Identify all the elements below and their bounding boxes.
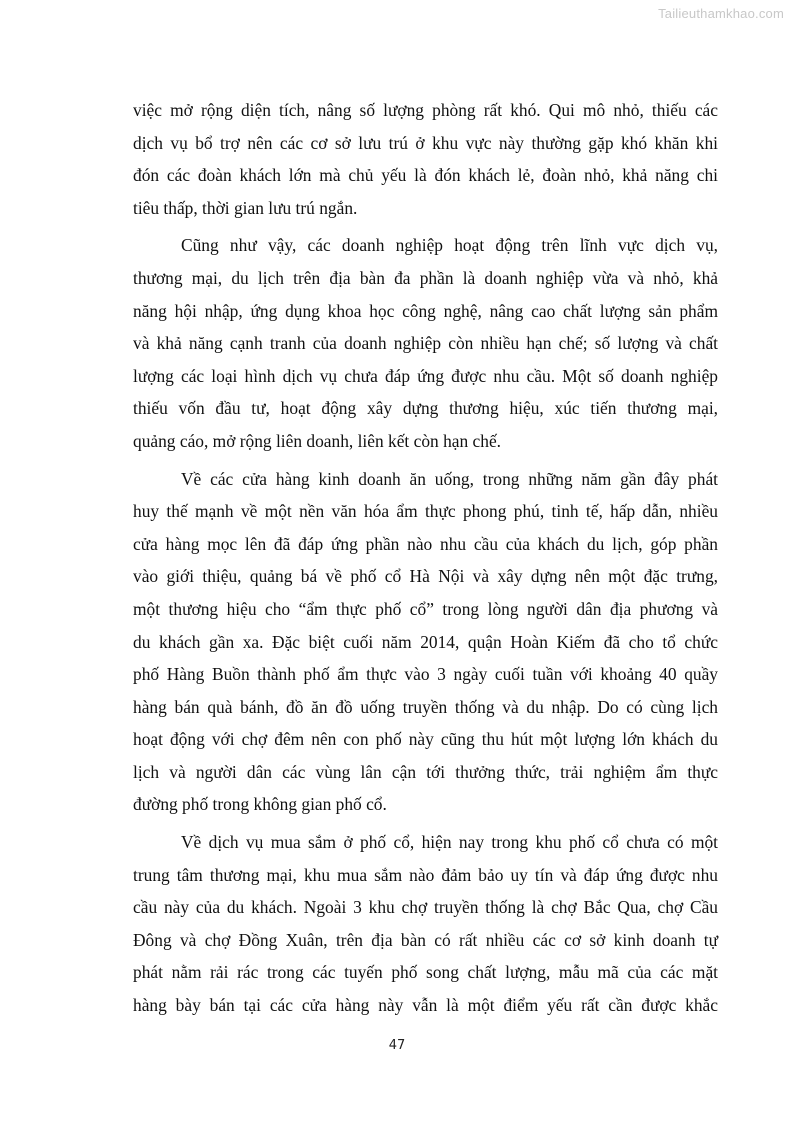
text-line: và khả năng cạnh tranh của doanh nghiệp còn nhiều hạn chế; số lượng và chất [133, 333, 718, 354]
text-line: hoạt động với chợ đêm nên con phố này cũng thu hút một lượng lớn khách du [133, 729, 718, 750]
text-line: thương mại, du lịch trên địa bàn đa phần là doanh nghiệp vừa và nhỏ, khả [133, 267, 718, 288]
watermark: Tailieuthamkhao.com [658, 6, 784, 21]
text-line: đường phố trong không gian phố cổ. [133, 794, 387, 815]
page-number: 47 [388, 1038, 406, 1053]
text-line: Về dịch vụ mua sắm ở phố cổ, hiện nay trong khu phố cổ chưa có một [181, 832, 718, 853]
text-line: Cũng như vậy, các doanh nghiệp hoạt động trên lĩnh vực dịch vụ, [181, 235, 718, 256]
text-line: hàng bày bán tại các cửa hàng này vẫn là một điểm yếu rất cần được khắc [133, 995, 718, 1016]
text-line: một thương hiệu cho “ẩm thực phố cổ” trong lòng người dân địa phương và [133, 598, 718, 619]
paragraph [133, 463, 718, 822]
text-line: huy thế mạnh về một nền văn hóa ẩm thực phong phú, tinh tế, hấp dẫn, nhiều [133, 501, 718, 522]
text-line: việc mở rộng diện tích, nâng số lượng phòng rất khó. Qui mô nhỏ, thiếu các [133, 100, 718, 120]
text-line: dịch vụ bổ trợ nên các cơ sở lưu trú ở khu vực này thường gặp khó khăn khi [133, 132, 718, 153]
text-line: du khách gần xa. Đặc biệt cuối năm 2014, quận Hoàn Kiếm đã cho tổ chức [133, 631, 718, 652]
text-line: đón các đoàn khách lớn mà chủ yếu là đón khách lẻ, đoàn nhỏ, khả năng chi [133, 165, 718, 186]
text-line: trung tâm thương mại, khu mua sắm nào đảm bảo uy tín và đáp ứng được nhu [133, 864, 718, 885]
text-line: năng hội nhập, ứng dụng khoa học công nghệ, nâng cao chất lượng sản phẩm [133, 300, 718, 321]
text-line: lịch và người dân các vùng lân cận tới thưởng thức, trải nghiệm ẩm thực [133, 761, 718, 782]
text-line: cầu này của du khách. Ngoài 3 khu chợ truyền thống là chợ Bắc Qua, chợ Cầu [133, 897, 718, 918]
text-line: quảng cáo, mở rộng liên doanh, liên kết còn hạn chế. [133, 430, 502, 451]
page-body [133, 94, 718, 1022]
text-line: Về các cửa hàng kinh doanh ăn uống, trong những năm gần đây phát [181, 468, 718, 489]
text-line: phát nằm rải rác trong các tuyến phố song chất lượng, mẫu mã của các mặt [133, 962, 718, 983]
text-line: thiếu vốn đầu tư, hoạt động xây dựng thương hiệu, xúc tiến thương mại, [133, 398, 718, 419]
paragraph [133, 229, 718, 457]
text-line: hàng bán quà bánh, đồ ăn đồ uống truyền thống và du nhập. Do có cùng lịch [133, 696, 718, 717]
paragraph [133, 826, 718, 1022]
text-line: lượng các loại hình dịch vụ chưa đáp ứng được nhu cầu. Một số doanh nghiệp [133, 365, 718, 386]
paragraph [133, 94, 718, 224]
text-line: vào giới thiệu, quảng bá về phố cổ Hà Nội và xây dựng nên một đặc trưng, [133, 566, 718, 587]
text-line: Đông và chợ Đồng Xuân, trên địa bàn có rất nhiều các cơ sở kinh doanh tự [133, 929, 718, 950]
text-line: tiêu thấp, thời gian lưu trú ngắn. [133, 197, 358, 218]
text-line: phố Hàng Buồn thành phố ẩm thực vào 3 ngày cuối tuần với khoảng 40 quầy [133, 664, 718, 685]
text-line: cửa hàng mọc lên đã đáp ứng phần nào nhu cầu của khách du lịch, góp phần [133, 533, 718, 554]
